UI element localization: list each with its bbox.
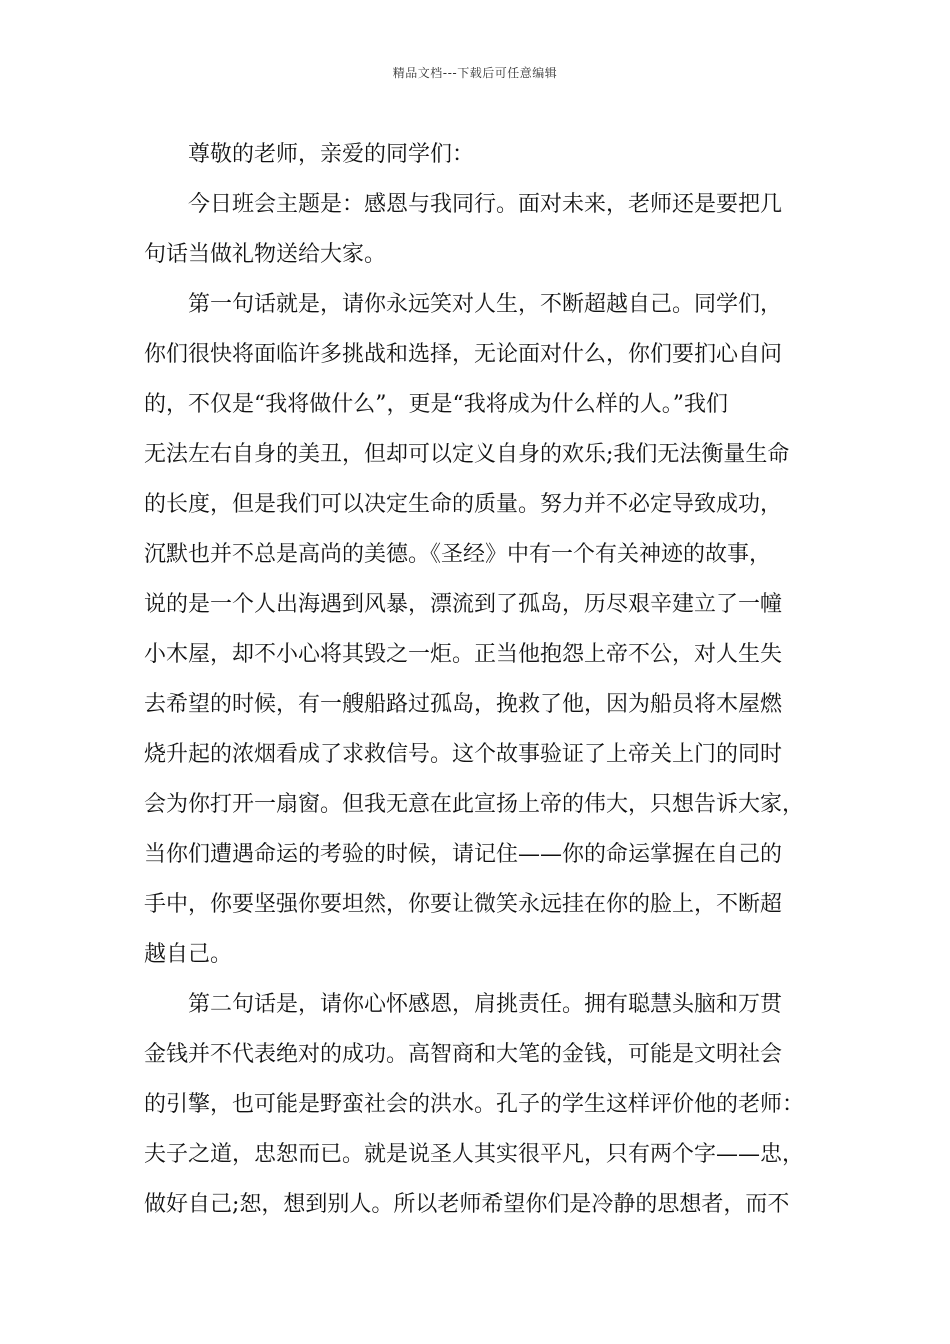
paragraph-line: 的引擎，也可能是野蛮社会的洪水。孔子的学生这样评价他的老师：	[144, 1092, 805, 1117]
paragraph-line: 烧升起的浓烟看成了求救信号。这个故事验证了上帝关上门的同时	[144, 742, 783, 767]
page-header: 精品文档---下载后可任意编辑	[392, 66, 558, 80]
paragraph-line: 当你们遭遇命运的考验的时候，请记住——你的命运掌握在自己的	[144, 842, 783, 867]
paragraph-line: 会为你打开一扇窗。但我无意在此宣扬上帝的伟大，只想告诉大家，	[144, 792, 805, 817]
paragraph-line: 第二句话是，请你心怀感恩，肩挑责任。拥有聪慧头脑和万贯	[188, 992, 783, 1017]
paragraph-line: 手中，你要坚强你要坦然，你要让微笑永远挂在你的脸上，不断超	[144, 892, 783, 917]
paragraph-line: 做好自己;恕，想到别人。所以老师希望你们是冷静的思想者，而不	[144, 1192, 790, 1217]
paragraph-line: 夫子之道，忠恕而已。就是说圣人其实很平凡，只有两个字——忠，	[144, 1142, 805, 1167]
paragraph-line: 金钱并不代表绝对的成功。高智商和大笔的金钱，可能是文明社会	[144, 1042, 783, 1067]
paragraph-line: 小木屋，却不小心将其毁之一炬。正当他抱怨上帝不公，对人生失	[144, 642, 783, 667]
paragraph-line: 的，不仅是“我将做什么”，更是“我将成为什么样的人。”我们	[144, 392, 728, 417]
paragraph-line: 今日班会主题是：感恩与我同行。面对未来，老师还是要把几	[188, 192, 783, 217]
paragraph-line: 无法左右自身的美丑，但却可以定义自身的欢乐;我们无法衡量生命	[144, 442, 790, 467]
salutation: 尊敬的老师，亲爱的同学们：	[188, 142, 475, 167]
paragraph-line: 说的是一个人出海遇到风暴，漂流到了孤岛，历尽艰辛建立了一幢	[144, 592, 783, 617]
paragraph-line: 的长度，但是我们可以决定生命的质量。努力并不必定导致成功，	[144, 492, 783, 517]
paragraph-line: 越自己。	[144, 942, 233, 967]
paragraph-line: 第一句话就是，请你永远笑对人生，不断超越自己。同学们，	[188, 292, 783, 317]
document-body	[144, 130, 814, 1230]
paragraph-line: 沉默也并不总是高尚的美德。《圣经》中有一个有关神迹的故事，	[144, 542, 772, 567]
paragraph-line: 去希望的时候，有一艘船路过孤岛，挽救了他，因为船员将木屋燃	[144, 692, 783, 717]
paragraph-line: 句话当做礼物送给大家。	[144, 242, 387, 267]
paragraph-line: 你们很快将面临许多挑战和选择，无论面对什么，你们要扪心自问	[144, 342, 783, 367]
